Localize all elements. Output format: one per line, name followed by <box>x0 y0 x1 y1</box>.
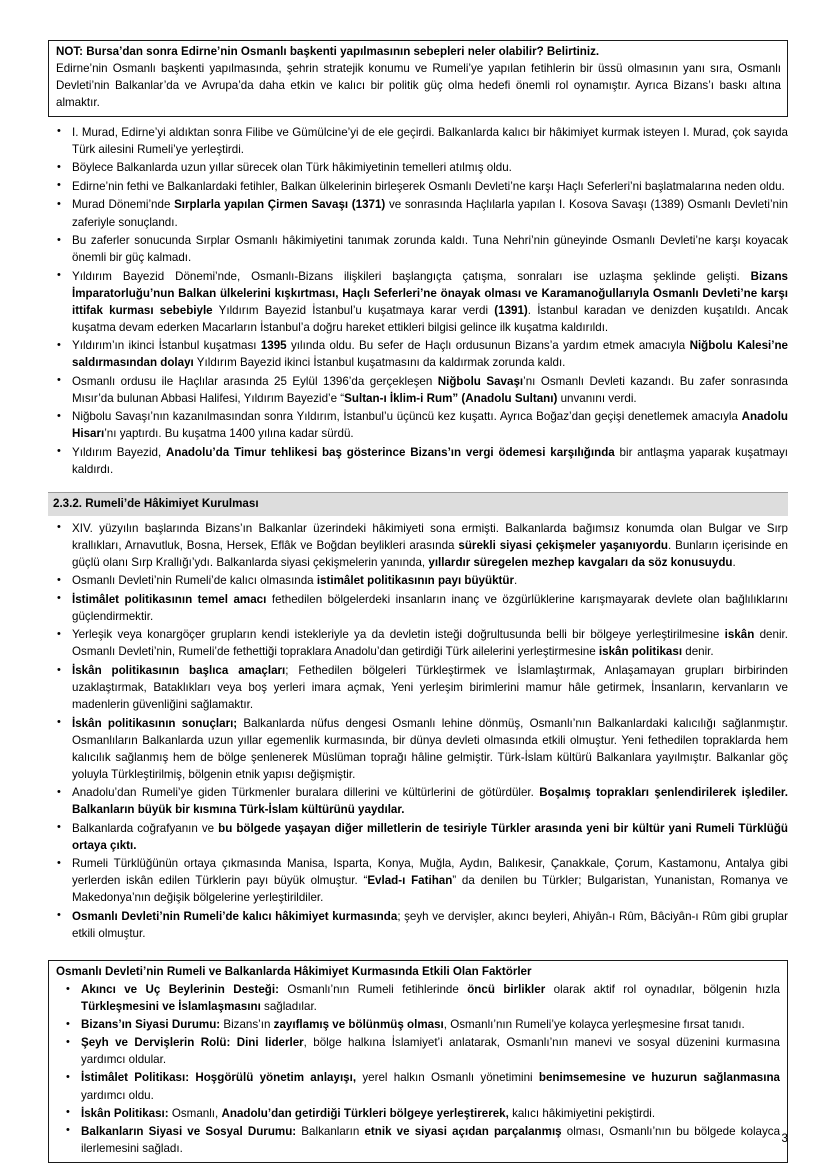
list-item: • İstimâlet politikasının temel amacı fethedilen bölgelerdeki insanların inanç ve özgürlüklerine karışmayarak devlete olan bağlılıklarını güçlendirmektir. <box>48 591 788 625</box>
section-gap <box>48 944 788 957</box>
list-item: • Bu zaferler sonucunda Sırplar Osmanlı hâkimiyetini tanımak zorunda kaldı. Tuna Nehri’nin güneyinde Osmanlı Devleti’ne karşı koyacak önemli bir güç kalmadı. <box>48 232 788 266</box>
list-item: • Balkanların Siyasi ve Sosyal Durumu: Balkanların etnik ve siyasi açıdan parçalanmış olması, Osmanlı’nın bu bölgede kolayca ilerlemesini sağladı. <box>55 1123 780 1157</box>
list-item: • Rumeli Türklüğünün ortaya çıkmasında Manisa, Isparta, Konya, Muğla, Aydın, Balıkesir, Çanakkale, Çorum, Kastamonu, Antalya gibi yerlerden iskân edilen Türklerin payı büyük olmuştur. “Evlad-ı Fatihan” da denilen bu Türkler; Bulgaristan, Yunanistan, Romanya ve Makedonya’nın değişik bölgelerine yerleştirildiler. <box>48 855 788 906</box>
note-box <box>48 40 788 117</box>
factors-bullet-list <box>55 981 780 1156</box>
note-box-title: NOT: Bursa’dan sonra Edirne’nin Osmanlı başkenti yapılmasının sebepleri neler olabilir? Belirtiniz. <box>56 45 600 58</box>
list-item: • Yıldırım’ın ikinci İstanbul kuşatması 1395 yılında oldu. Bu sefer de Haçlı ordusunun Bizans’a yardım etmek amacıyla Niğbolu Kalesi’ne saldırmasından dolayı Yıldırım Bayezid ikinci İstanbul kuşatmasını da kaldırmak zorunda kaldı. <box>48 337 788 371</box>
list-item: • Yıldırım Bayezid, Anadolu’da Timur tehlikesi baş gösterince Bizans’ın vergi ödemesi karşılığında bir antlaşma yaparak kuşatmayı kaldırdı. <box>48 444 788 478</box>
page-number: 3 <box>781 1132 788 1146</box>
list-item: • Akıncı ve Uç Beylerinin Desteği: Osmanlı’nın Rumeli fetihlerinde öncü birlikler olarak aktif rol oynadılar, bölgenin hızla Türkleşmesini ve İslamlaşmasını sağladılar. <box>55 981 780 1015</box>
section-heading-232: 2.3.2. Rumeli’de Hâkimiyet Kurulması <box>48 492 788 516</box>
list-item: • Anadolu’dan Rumeli’ye giden Türkmenler buralara dillerini ve kültürlerini de götürdüler. Boşalmış toprakları şenlendirilerek işlediler. Balkanların büyük bir kısmına Türk-İslam kültürünü yaydılar. <box>48 784 788 818</box>
list-item: • Niğbolu Savaşı’nın kazanılmasından sonra Yıldırım, İstanbul’u üçüncü kez kuşattı. Ayrıca Boğaz’dan geçişi denetlemek amacıyla Anadolu Hisarı’nı yaptırdı. Bu kuşatma 1400 yılına kadar sürdü. <box>48 408 788 442</box>
list-item: • İskân Politikası: Osmanlı, Anadolu’dan getirdiği Türkleri bölgeye yerleştirerek, kalıcı hâkimiyetini pekiştirdi. <box>55 1105 780 1122</box>
list-item: • Bizans’ın Siyasi Durumu: Bizans’ın zayıflamış ve bölünmüş olması, Osmanlı’nın Rumeli’ye kolayca yerleşmesine fırsat tanıdı. <box>55 1016 780 1033</box>
list-item: • Böylece Balkanlarda uzun yıllar sürecek olan Türk hâkimiyetinin temelleri atılmış oldu. <box>48 159 788 176</box>
list-item: • Osmanlı Devleti’nin Rumeli’de kalıcı olmasında istimâlet politikasının payı büyüktür. <box>48 572 788 589</box>
factors-box-title: Osmanlı Devleti’nin Rumeli ve Balkanlarda Hâkimiyet Kurmasında Etkili Olan Faktörler <box>56 964 532 978</box>
list-item: • İstimâlet Politikası: Hoşgörülü yönetim anlayışı, yerel halkın Osmanlı yönetimini benimsemesine ve huzurun sağlanmasına yardımcı oldu. <box>55 1069 780 1103</box>
section-232-bullet-list <box>48 520 788 942</box>
list-item: • Murad Dönemi’nde Sırplarla yapılan Çirmen Savaşı (1371) ve sonrasında Haçlılarla yapılan I. Kosova Savaşı (1389) Osmanlı Devleti’nin zaferiyle sonuçlandı. <box>48 196 788 230</box>
list-item: • İskân politikasının başlıca amaçları; Fethedilen bölgeleri Türkleştirmek ve İslamlaştırmak, Anlaşamayan grupları birbirinden uzaklaştırmak, Bataklıkları veya boş yerleri imara açmak, Yeni yerleşim birimlerini mamur hâle getirmek, İnsanların, kervanların ve madenlerin güvenliğini sağlamaktır. <box>48 662 788 713</box>
list-item: • Osmanlı Devleti’nin Rumeli’de kalıcı hâkimiyet kurmasında; şeyh ve dervişler, akıncı beyleri, Ahiyân-ı Rûm, Bâciyân-ı Rûm gibi gruplar etkili olmuştur. <box>48 908 788 942</box>
list-item: • Osmanlı ordusu ile Haçlılar arasında 25 Eylül 1396’da gerçekleşen Niğbolu Savaşı’nı Osmanlı Devleti kazandı. Bu zafer sonrasında Mısır’da bulunan Abbasi Halifesi, Yıldırım Bayezid’e “Sultan-ı İklim-i Rum” (Anadolu Sultanı) unvanını verdi. <box>48 373 788 407</box>
list-item: • İskân politikasının sonuçları; Balkanlarda nüfus dengesi Osmanlı lehine dönmüş, Osmanlı’nın Balkanlardaki kalıcılığı sağlanmıştır. Osmanlıların Balkanlarda uzun yıllar egemenlik kurmasında, bir dünya devleti olmasında etkili olmuştur. Yeni fethedilen topraklarda hem kalıcılık sağlanmış hem de bölge şenlenerek Müslüman toprağı hâline gelmiştir. Türk-İslam kültürü Balkanlara yayılmıştır. Balkanlar göç yoluyla Türkleştirilmiş, bölgenin etnik yapısı değişmiştir. <box>48 715 788 783</box>
factors-box <box>48 960 788 1163</box>
list-item: • Balkanlarda coğrafyanın ve bu bölgede yaşayan diğer milletlerin de tesiriyle Türkler arasında yeni bir kültür yani Rumeli Türklüğü ortaya çıktı. <box>48 820 788 854</box>
list-item: • Yerleşik veya konargöçer grupların kendi istekleriyle ya da devletin isteği doğrultusunda belli bir bölgeye yerleştirilmesine iskân denir. Osmanlı Devleti’nin, Rumeli’de fethettiği topraklara Anadolu’dan getirdiği Türk ailelerini yerleştirmesine iskân politikası denir. <box>48 626 788 660</box>
list-item: • Yıldırım Bayezid Dönemi’nde, Osmanlı-Bizans ilişkileri başlangıçta çatışma, sonraları ise uzlaşma şeklinde gelişti. Bizans İmparatorluğu’nun Balkan ülkelerini kışkırtması, Haçlı Seferleri’ne önayak olması ve Karamanoğullarıyla Osmanlı Devleti’ne karşı ittifak kurması sebebiyle Yıldırım Bayezid İstanbul’u kuşatmaya karar verdi (1391). İstanbul karadan ve denizden kuşatıldı. Ancak kuşatma devam ederken Macarların İstanbul’a doğru hareket ettikleri bilgisi gelince ilk kuşatma kaldırıldı. <box>48 268 788 336</box>
main-bullet-list <box>48 124 788 478</box>
note-box-body: Edirne’nin Osmanlı başkenti yapılmasında, şehrin stratejik konumu ve Rumeli’ye yapılan fetihlerin bir üssü olmasının yanı sıra, Osmanlı Devleti’nin Balkanlar’da ve Avrupa’da daha etkin ve kalıcı bir politik güç olma hedefi önemli rol oynamıştır. Ayrıca Bizans’ı baskı altına almaktır. <box>56 62 781 110</box>
list-item: • Edirne’nin fethi ve Balkanlardaki fetihler, Balkan ülkelerinin birleşerek Osmanlı Devleti’ne karşı Haçlı Seferleri’ni başlatmalarına neden oldu. <box>48 178 788 195</box>
list-item: • I. Murad, Edirne’yi aldıktan sonra Filibe ve Gümülcine’yi de ele geçirdi. Balkanlarda kalıcı bir hâkimiyet kurmak isteyen I. Murad, çok sayıda Türk ailesini Rumeli’ye yerleştirdi. <box>48 124 788 158</box>
list-item: • Şeyh ve Dervişlerin Rolü: Dini liderler, bölge halkına İslamiyet’i anlatarak, Osmanlı’nın manevi ve sosyal düzenini kurmasına yardımcı oldular. <box>55 1034 780 1068</box>
list-item: • XIV. yüzyılın başlarında Bizans’ın Balkanlar üzerindeki hâkimiyeti sona ermişti. Balkanlarda bağımsız konumda olan Bulgar ve Sırp krallıkları, Arnavutluk, Bosna, Hersek, Eflâk ve Boğdan beylikleri arasında sürekli siyasi çekişmeler yaşanıyordu. Bunların içerisinde en güçlü olanı Sırp Krallığı’ydı. Balkanlarda siyasi çekişmelerin yanında, yıllardır süregelen mezhep kavgaları da söz konusuydu. <box>48 520 788 571</box>
